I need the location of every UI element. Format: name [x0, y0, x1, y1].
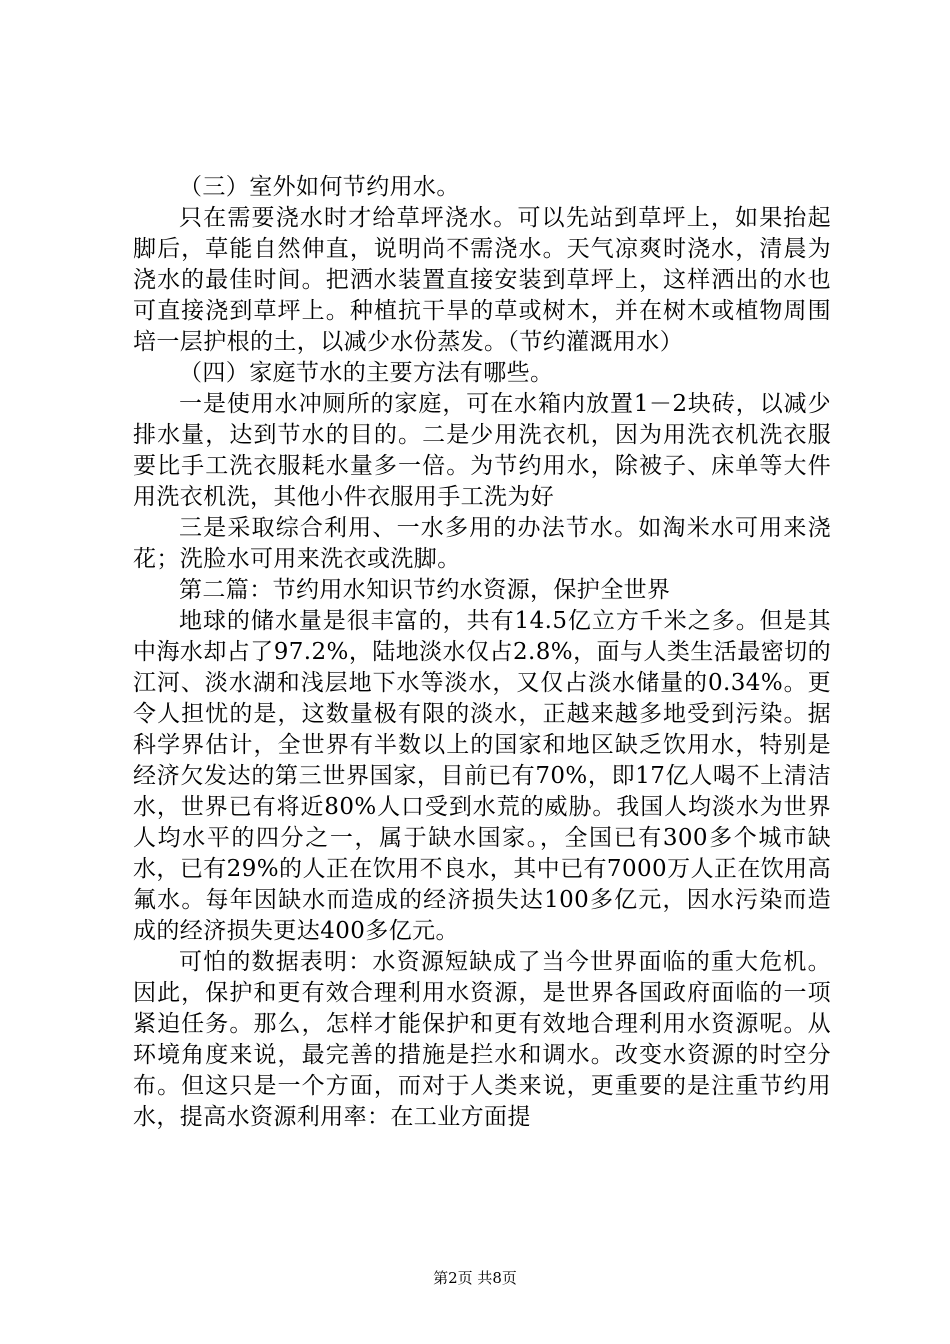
heading-outdoor-water-saving: （三）室外如何节约用水。: [179, 174, 460, 200]
section-title-part-two: 第二篇：节约用水知识节约水资源，保护全世界: [179, 577, 671, 603]
heading-household-water-saving: （四）家庭节水的主要方法有哪些。: [179, 360, 554, 386]
paragraph-water-crisis-measures: 可怕的数据表明：水资源短缺成了当今世界面临的重大危机。因此，保护和更有效合理利用水资源，是世界各国政府面临的一项紧迫任务。那么，怎样才能保护和更有效地合理利用水资源呢。从环境角度来说，最完善的措施是拦水和调水。改变水资源的时空分布。但这只是一个方面，而对于人类来说，更重要的是注重节约用水，提高水资源利用率：在工业方面提: [133, 949, 831, 1130]
paragraph-water-reuse: 三是采取综合利用、一水多用的办法节水。如淘米水可用来浇花；洗脸水可用来洗衣或洗脚。: [133, 515, 831, 572]
paragraph-toilet-and-washing: 一是使用水冲厕所的家庭，可在水箱内放置1－2块砖，以减少排水量，达到节水的目的。二是少用洗衣机，因为用洗衣机洗衣服要比手工洗衣服耗水量多一倍。为节约用水，除被子、床单等大件用洗衣机洗，其他小件衣服用手工洗为好: [133, 391, 831, 510]
paragraph-lawn-watering: 只在需要浇水时才给草坪浇水。可以先站到草坪上，如果抬起脚后，草能自然伸直，说明尚不需浇水。天气凉爽时浇水，清晨为浇水的最佳时间。把洒水装置直接安装到草坪上，这样洒出的水也可直接浇到草坪上。种植抗干旱的草或树木，并在树木或植物周围培一层护根的土，以减少水份蒸发。（节约灌溉用水）: [133, 205, 831, 355]
document-body: [133, 172, 831, 1133]
page-number-footer: 第2页 共8页: [433, 1269, 517, 1287]
paragraph-global-water-statistics: 地球的储水量是很丰富的，共有14.5亿立方千米之多。但是其中海水却占了97.2%，陆地淡水仅占2.8%，面与人类生活最密切的江河、淡水湖和浅层地下水等淡水，又仅占淡水储量的0.34%。更令人担忧的是，这数量极有限的淡水，正越来越多地受到污染。据科学界估计，全世界有半数以上的国家和地区缺乏饮用水，特别是经济欠发达的第三世界国家，目前已有70%，即17亿人喝不上清洁水，世界已有将近80%人口受到水荒的威胁。我国人均淡水为世界人均水平的四分之一，属于缺水国家。，全国已有300多个城市缺水，已有29%的人正在饮用不良水，其中已有7000万人正在饮用高氟水。每年因缺水而造成的经济损失达100多亿元，因水污染而造成的经济损失更达400多亿元。: [133, 608, 831, 944]
